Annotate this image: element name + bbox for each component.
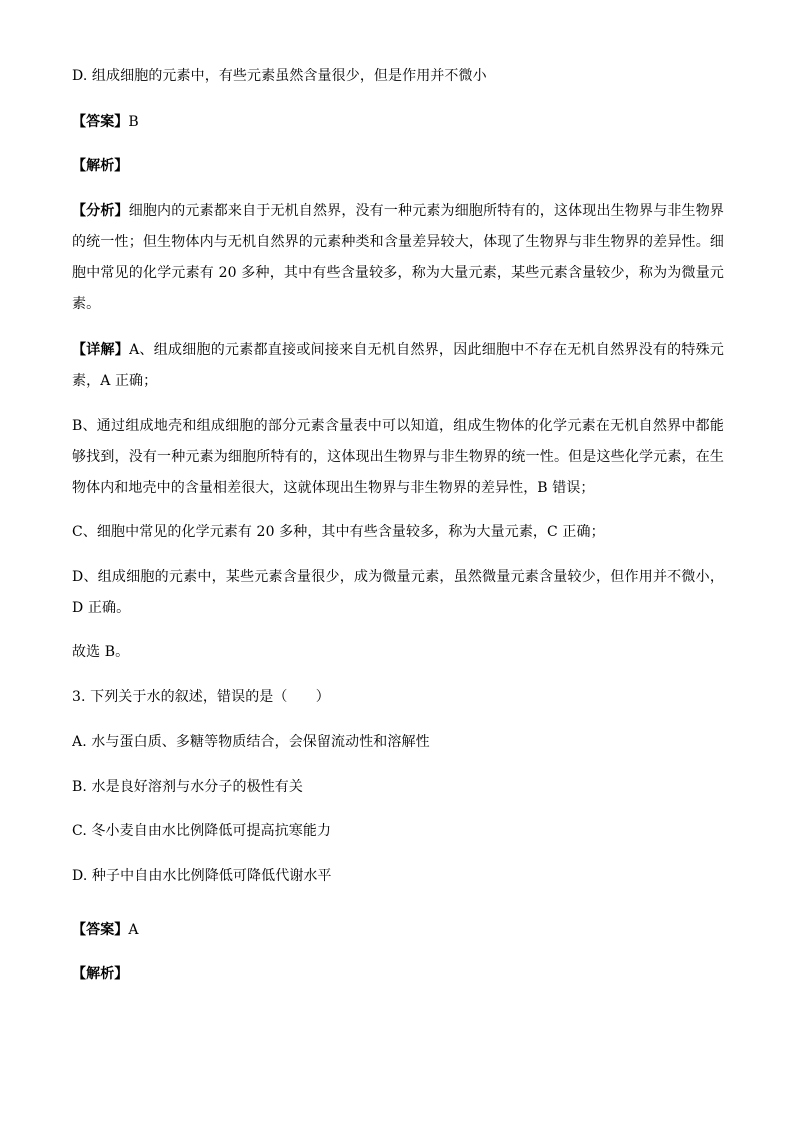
q2-analysis-tag: 【解析】 [72, 158, 129, 174]
q3-option-c: C. 冬小麦自由水比例降低可提高抗寒能力 [72, 823, 332, 839]
q3-analysis-tag: 【解析】 [72, 966, 129, 982]
q2-xiangjie-a-line-2: 素，A 正确； [72, 373, 158, 389]
q2-option-d: D. 组成细胞的元素中，有些元素虽然含量很少，但是作用并不微小 [72, 68, 487, 84]
q2-fenxi-line-3: 胞中常见的化学元素有 20 多种，其中有些含量较多，称为大量元素，某些元素含量较少，称为为微量元 [72, 265, 724, 281]
q3-answer [72, 920, 724, 940]
q2-conclusion: 故选 B。 [72, 644, 130, 660]
answer-value: B [128, 114, 139, 130]
q3-stem: 3. 下列关于水的叙述，错误的是（ ） [72, 689, 330, 705]
xiangjie-tag: 【详解】 [72, 342, 130, 358]
q2-xiangjie-d-line-2: D 正确。 [72, 600, 131, 616]
q2-xiangjie-c: C、细胞中常见的化学元素有 20 多种，其中有些含量较多，称为大量元素，C 正确； [72, 524, 605, 540]
q3-option-a: A. 水与蛋白质、多糖等物质结合，会保留流动性和溶解性 [72, 734, 430, 750]
q2-answer [72, 112, 724, 132]
answer-value: A [128, 922, 139, 938]
xiangjie-a-text: A、组成细胞的元素都直接或间接来自无机自然界，因此细胞中不存在无机自然界没有的特殊元 [129, 342, 724, 358]
q2-xiangjie-b-line-1: B、通过组成地壳和组成细胞的部分元素含量表中可以知道，组成生物体的化学元素在无机自然界中都能 [72, 418, 724, 434]
answer-tag: 【答案】 [72, 922, 129, 938]
q2-fenxi-line-1 [72, 201, 724, 221]
answer-tag: 【答案】 [72, 114, 129, 130]
q2-fenxi-line-2: 的统一性；但生物体内与无机自然界的元素种类和含量差异较大，体现了生物界与非生物界的差异性。细 [72, 234, 724, 250]
fenxi-text: 细胞内的元素都来自于无机自然界，没有一种元素为细胞所特有的，这体现出生物界与非生物界 [128, 203, 724, 219]
q2-xiangjie-d-line-1: D、组成细胞的元素中，某些元素含量很少，成为微量元素，虽然微量元素含量较少，但作用并不微小， [72, 569, 724, 585]
q2-xiangjie-b-line-3: 物体内和地壳中的含量相差很大，这就体现出生物界与非生物界的差异性，B 错误； [72, 480, 595, 496]
q2-xiangjie-b-line-2: 够找到，没有一种元素为细胞所特有的，这体现出生物界与非生物界的统一性。但是这些化学元素，在生 [72, 449, 724, 465]
fenxi-tag: 【分析】 [72, 203, 129, 219]
q2-fenxi-line-4: 素。 [72, 296, 101, 312]
q2-xiangjie-a-line-1 [72, 340, 724, 360]
q3-option-b: B. 水是良好溶剂与水分子的极性有关 [72, 779, 303, 795]
q3-option-d: D. 种子中自由水比例降低可降低代谢水平 [72, 868, 332, 884]
